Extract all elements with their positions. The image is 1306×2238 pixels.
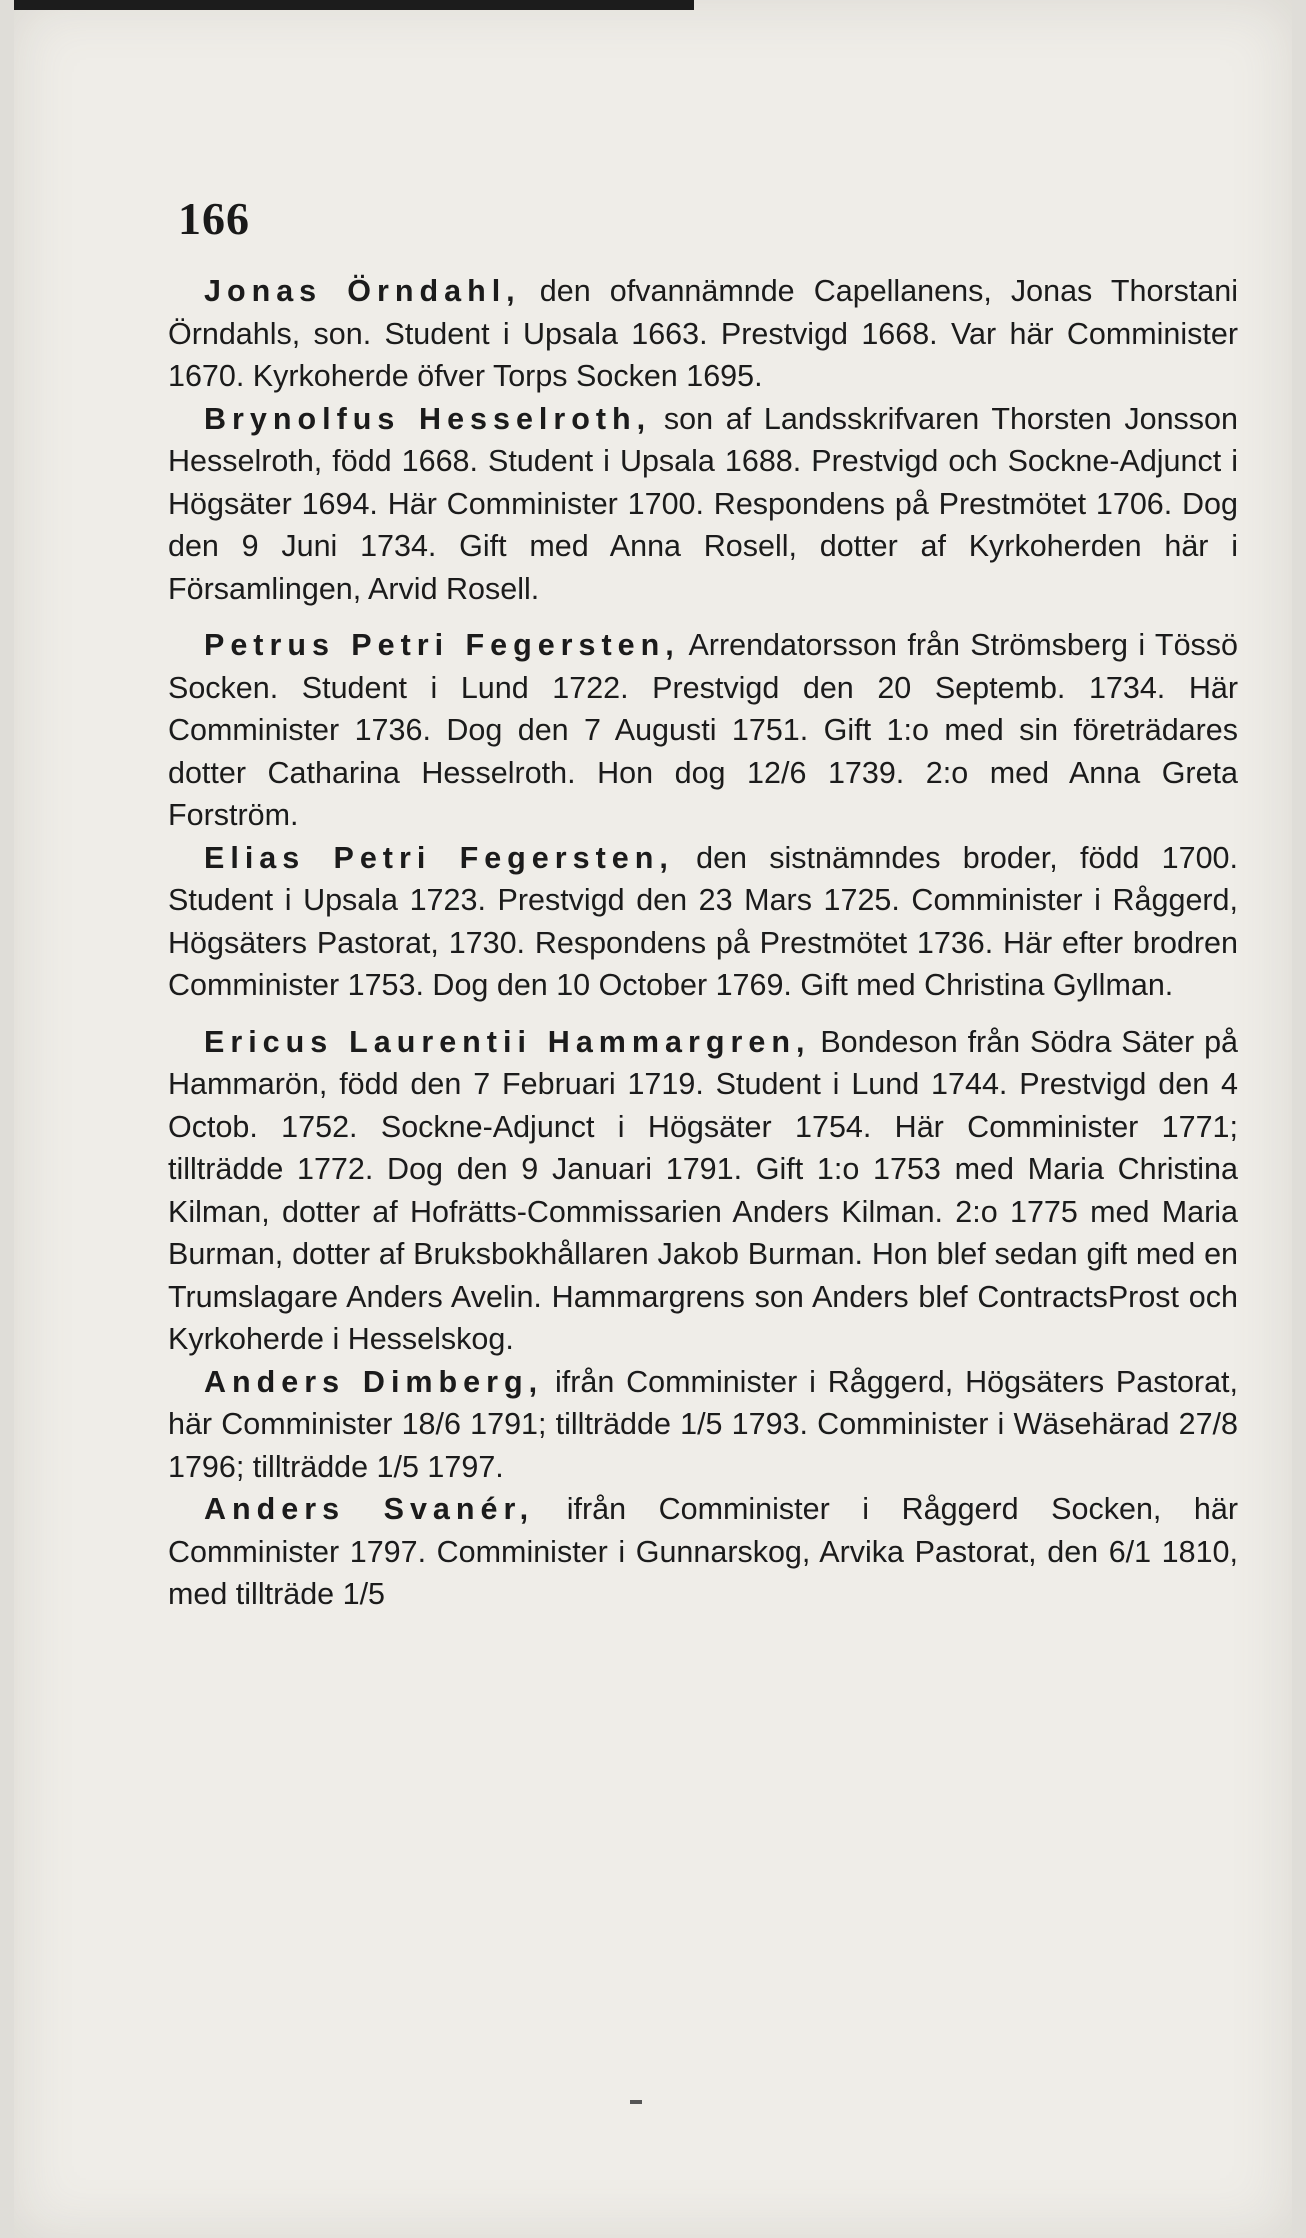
- entry-petrus-fegersten: [168, 624, 1238, 837]
- entry-name: Ericus Laurentii Hammargren,: [204, 1024, 811, 1059]
- entry-name: Petrus Petri Fegersten,: [204, 628, 680, 662]
- entry-name: Brynolfus Hesselroth,: [204, 401, 652, 436]
- entry-name: Anders Dimberg,: [204, 1364, 544, 1399]
- scan-top-edge: [14, 0, 694, 10]
- entry-anders-dimberg: [168, 1361, 1238, 1489]
- entry-ericus-hammargren: [168, 1021, 1238, 1361]
- entry-name: Anders Svanér,: [204, 1492, 535, 1526]
- entry-text: den sistnämndes broder, född 1700. Student i Upsala 1723. Prestvigd den 23 Mars 1725. Comminister i Råggerd, Högsäters Pastorat, 1730. Respondens på Prestmötet 1736. Här efter brodren Comminister 1753. Dog den 10 October 1769. Gift med Christina Gyllman.: [168, 840, 1238, 1002]
- entry-text: Arrendatorsson från Strömsberg i Tössö Socken. Student i Lund 1722. Prestvigd den 20 Septemb. 1734. Här Comminister 1736. Dog den 7 Augusti 1751. Gift 1:o med sin företrädares dotter Catharina Hesselroth. Hon dog 12/6 1739. 2:o med Anna Greta Forström.: [168, 628, 1238, 832]
- entry-text: Bondeson från Södra Säter på Hammarön, född den 7 Februari 1719. Student i Lund 1744. Prestvigd den 4 Octob. 1752. Sockne-Adjunct i Högsäter 1754. Här Comminister 1771; tillträdde 1772. Dog den 9 Januari 1791. Gift 1:o 1753 med Maria Christina Kilman, dotter af Hofrätts-Commissarien Anders Kilman. 2:o 1775 med Maria Burman, dotter af Bruksbokhållaren Jakob Burman. Hon blef sedan gift med en Trumslagare Anders Avelin. Hammargrens son Anders blef ContractsProst och Kyrkoherde i Hesselskog.: [168, 1024, 1238, 1356]
- entry-brynolfus-hesselroth: [168, 398, 1238, 611]
- entry-text: ifrån Comminister i Råggerd Socken, här Comminister 1797. Comminister i Gunnarskog, Arvika Pastorat, den 6/1 1810, med tillträde 1/5: [168, 1492, 1239, 1611]
- page-number: 166: [178, 193, 250, 244]
- entry-text: ifrån Comminister i Råggerd, Högsäters Pastorat, här Comminister 18/6 1791; tillträdde 1/5 1793. Comminister i Wäsehärad 27/8 1796; tillträdde 1/5 1797.: [168, 1364, 1238, 1484]
- page-text: [168, 270, 1238, 1616]
- entry-anders-svaner: [168, 1488, 1238, 1616]
- entry-text: den ofvannämnde Capellanens, Jonas Thorstani Örndahls, son. Student i Upsala 1663. Prestvigd 1668. Var här Comminister 1670. Kyrkoherde öfver Torps Socken 1695.: [168, 274, 1238, 393]
- entry-jonas-orndahl: [168, 270, 1238, 398]
- entry-name: Jonas Örndahl,: [204, 274, 521, 308]
- entry-name: Elias Petri Fegersten,: [204, 840, 674, 875]
- print-dash-mark: [630, 2100, 642, 2104]
- entry-elias-fegersten: [168, 837, 1238, 1007]
- entry-text: son af Landsskrifvaren Thorsten Jonsson Hesselroth, född 1668. Student i Upsala 1688. Prestvigd och Sockne-Adjunct i Högsäter 1694. Här Comminister 1700. Respondens på Prestmötet 1706. Dog den 9 Juni 1734. Gift med Anna Rosell, dotter af Kyrkoherden här i Församlingen, Arvid Rosell.: [168, 401, 1238, 606]
